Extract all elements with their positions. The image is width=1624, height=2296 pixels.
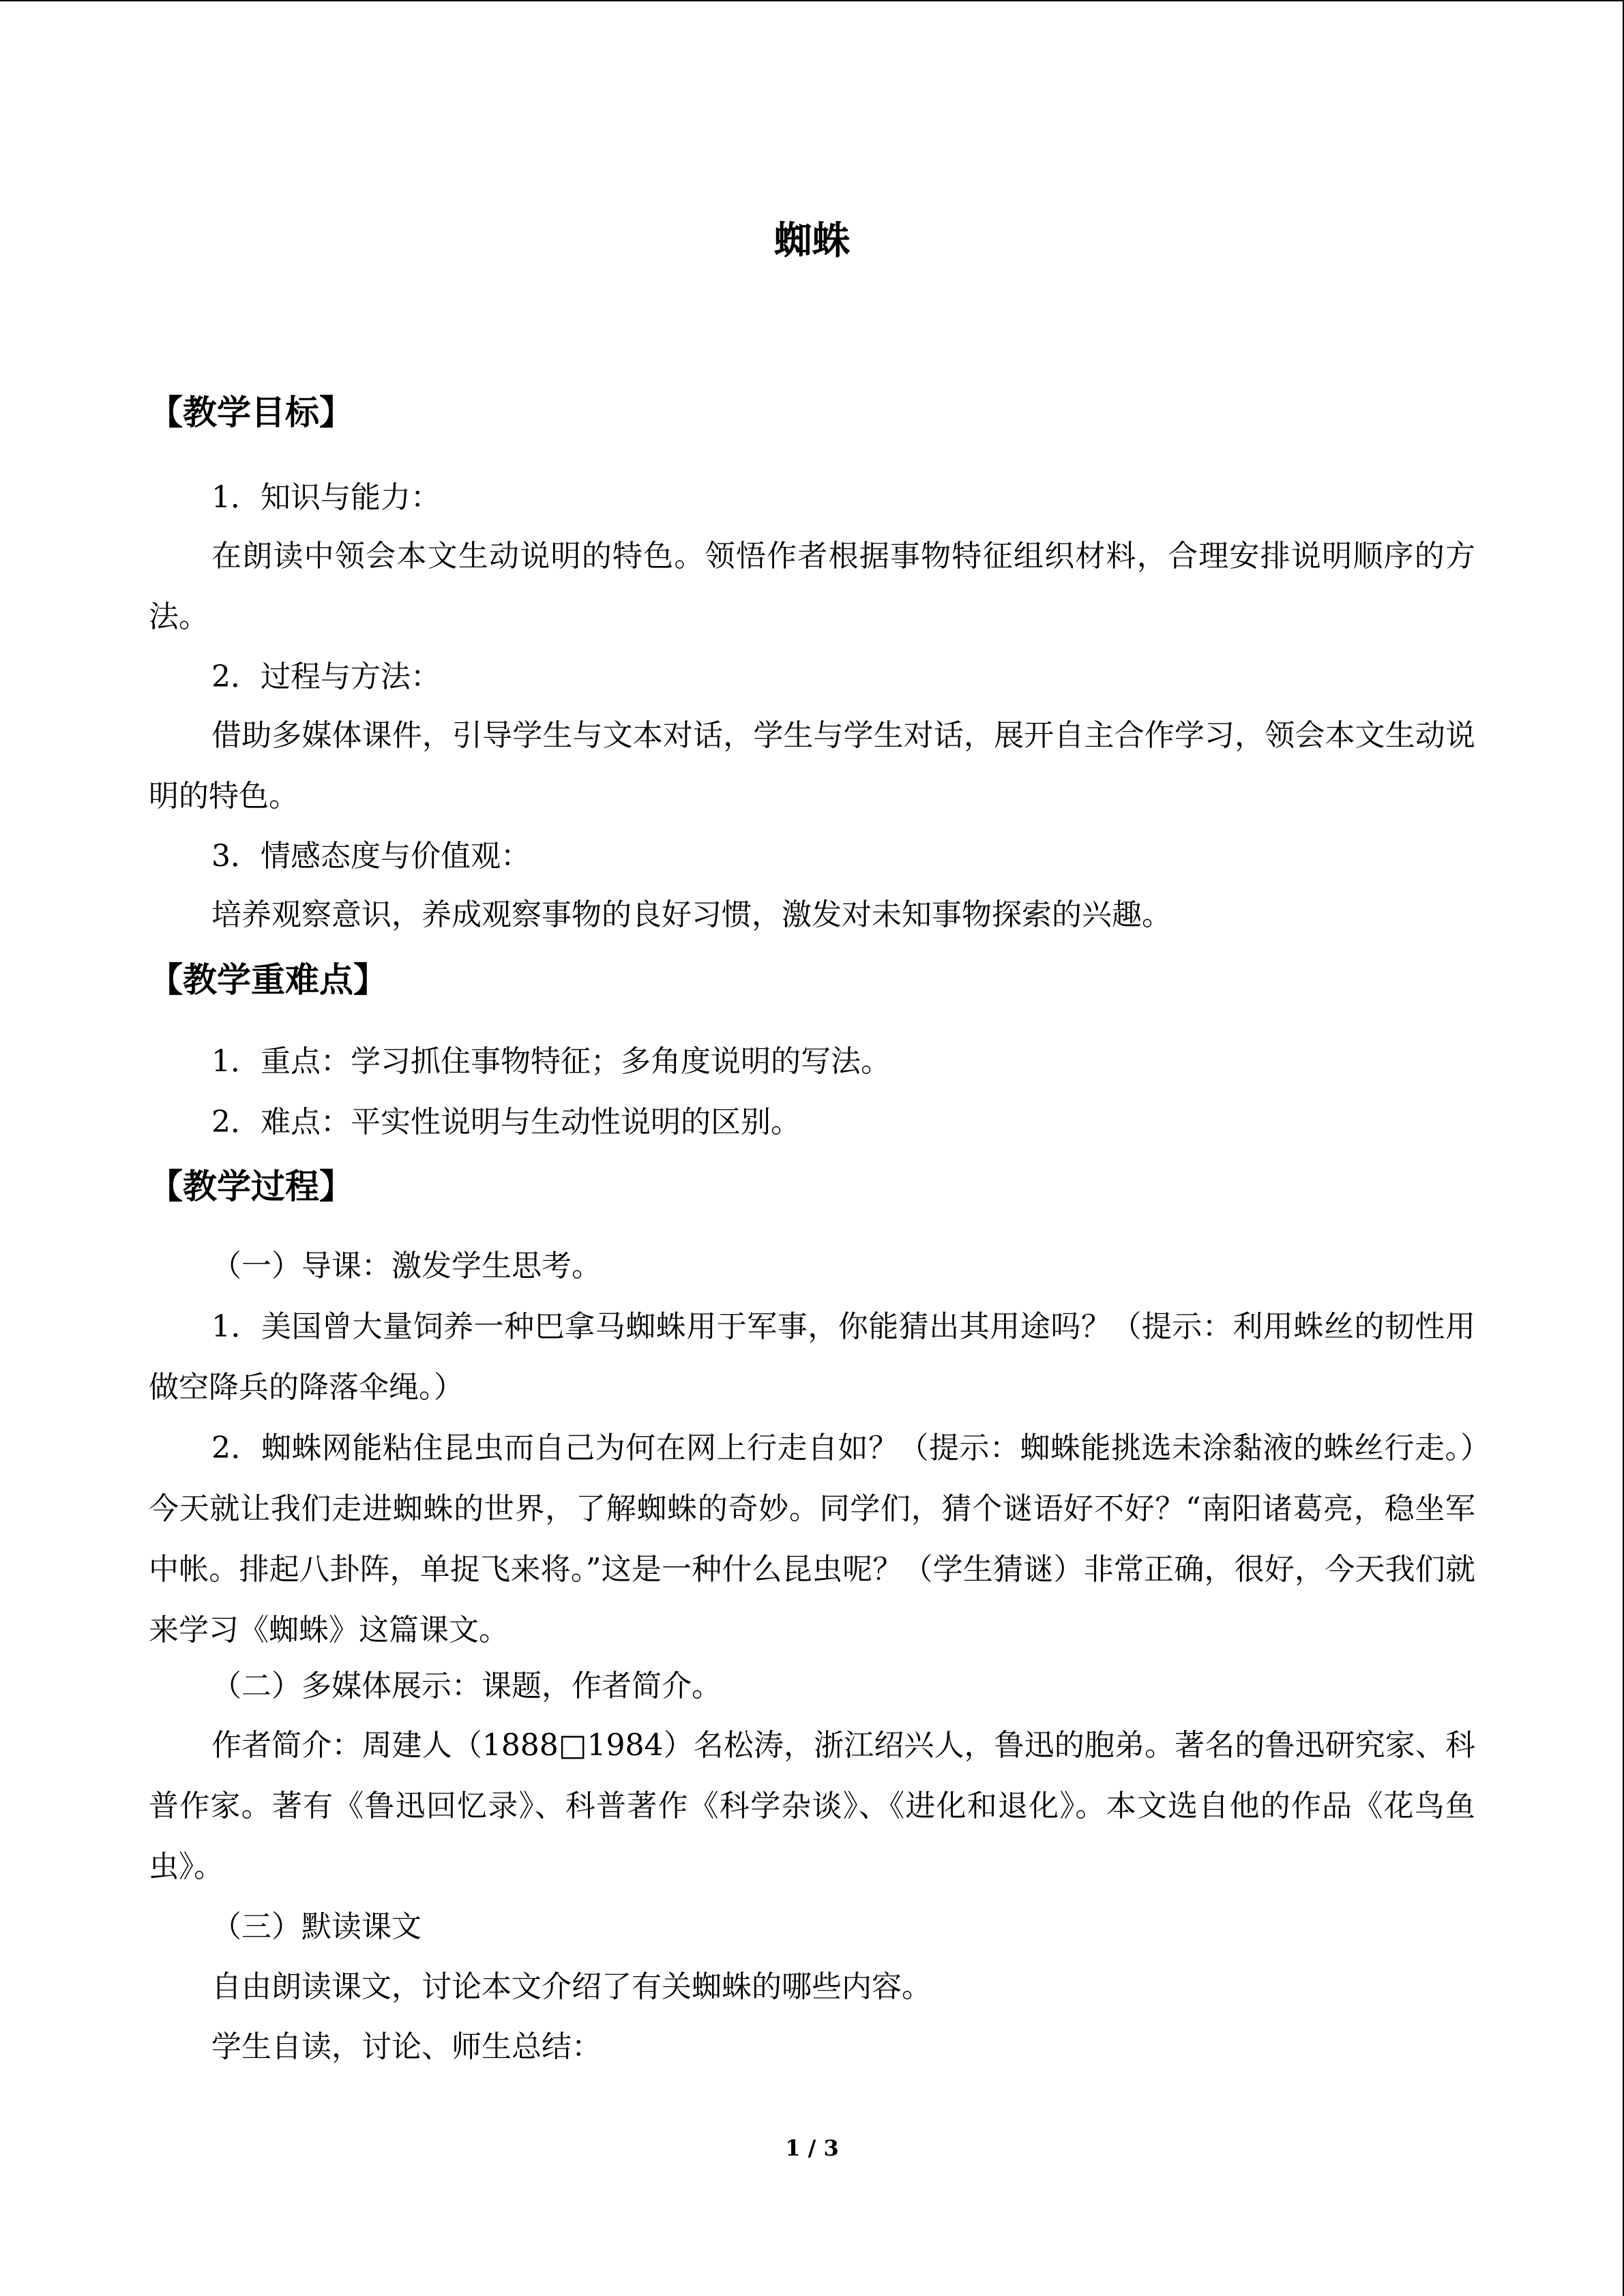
section-heading-key-points: 【教学重难点】 [149,959,387,1000]
paragraph: 学生自读，讨论、师生总结： [211,2029,602,2064]
paragraph: 借助多媒体课件，引导学生与文本对话，学生与学生对话，展开自主合作学习，领会本文生动说明的特色。 [149,718,1475,814]
paragraph: 2．难点：平实性说明与生动性说明的区别。 [211,1105,801,1139]
paragraph: （二）多媒体展示：课题，作者简介。 [211,1669,722,1703]
paragraph: 在朗读中领会本文生动说明的特色。领悟作者根据事物特征组织材料，合理安排说明顺序的方法。 [149,539,1475,634]
paragraph: 作者简介：周建人（1888□1984）名松涛，浙江绍兴人，鲁迅的胞弟。著名的鲁迅研究家、科普作家。著有《鲁迅回忆录》、科普著作《科学杂谈》、《进化和退化》。本文选自他的作品《花鸟鱼虫》。 [149,1728,1475,1884]
document-title: 蜘蛛 [773,218,851,263]
paragraph: 1．美国曾大量饲养一种巴拿马蜘蛛用于军事，你能猜出其用途吗？（提示：利用蛛丝的韧性用做空降兵的降落伞绳。） [149,1309,1475,1405]
section-heading-objectives: 【教学目标】 [149,392,353,432]
paragraph: 1．知识与能力： [211,480,441,515]
paragraph: （一）导课：激发学生思考。 [211,1249,602,1283]
paragraph: 1．重点：学习抓住事物特征；多角度说明的写法。 [211,1044,891,1079]
paragraph: （三）默读课文 [211,1909,422,1944]
section-heading-process: 【教学过程】 [149,1166,353,1206]
paragraph: 自由朗读课文，讨论本文介绍了有关蜘蛛的哪些内容。 [211,1969,932,2004]
paragraph: 3．情感态度与价值观： [211,839,531,874]
paragraph: 培养观察意识，养成观察事物的良好习惯，激发对未知事物探索的兴趣。 [211,897,1172,932]
paragraph: 2．蜘蛛网能粘住昆虫而自己为何在网上行走自如？（提示：蜘蛛能挑选未涂黏液的蛛丝行走。）今天就让我们走进蜘蛛的世界，了解蜘蛛的奇妙。同学们，猜个谜语好不好？“南阳诸葛亮，稳坐军中帐。排起八卦阵，单捉飞来将。”这是一种什么昆虫呢？（学生猜谜）非常正确，很好，今天我们就来学习《蜘蛛》这篇课文。 [149,1431,1475,1648]
page-number: 1 / 3 [785,2135,839,2161]
paragraph: 2．过程与方法： [211,659,441,694]
